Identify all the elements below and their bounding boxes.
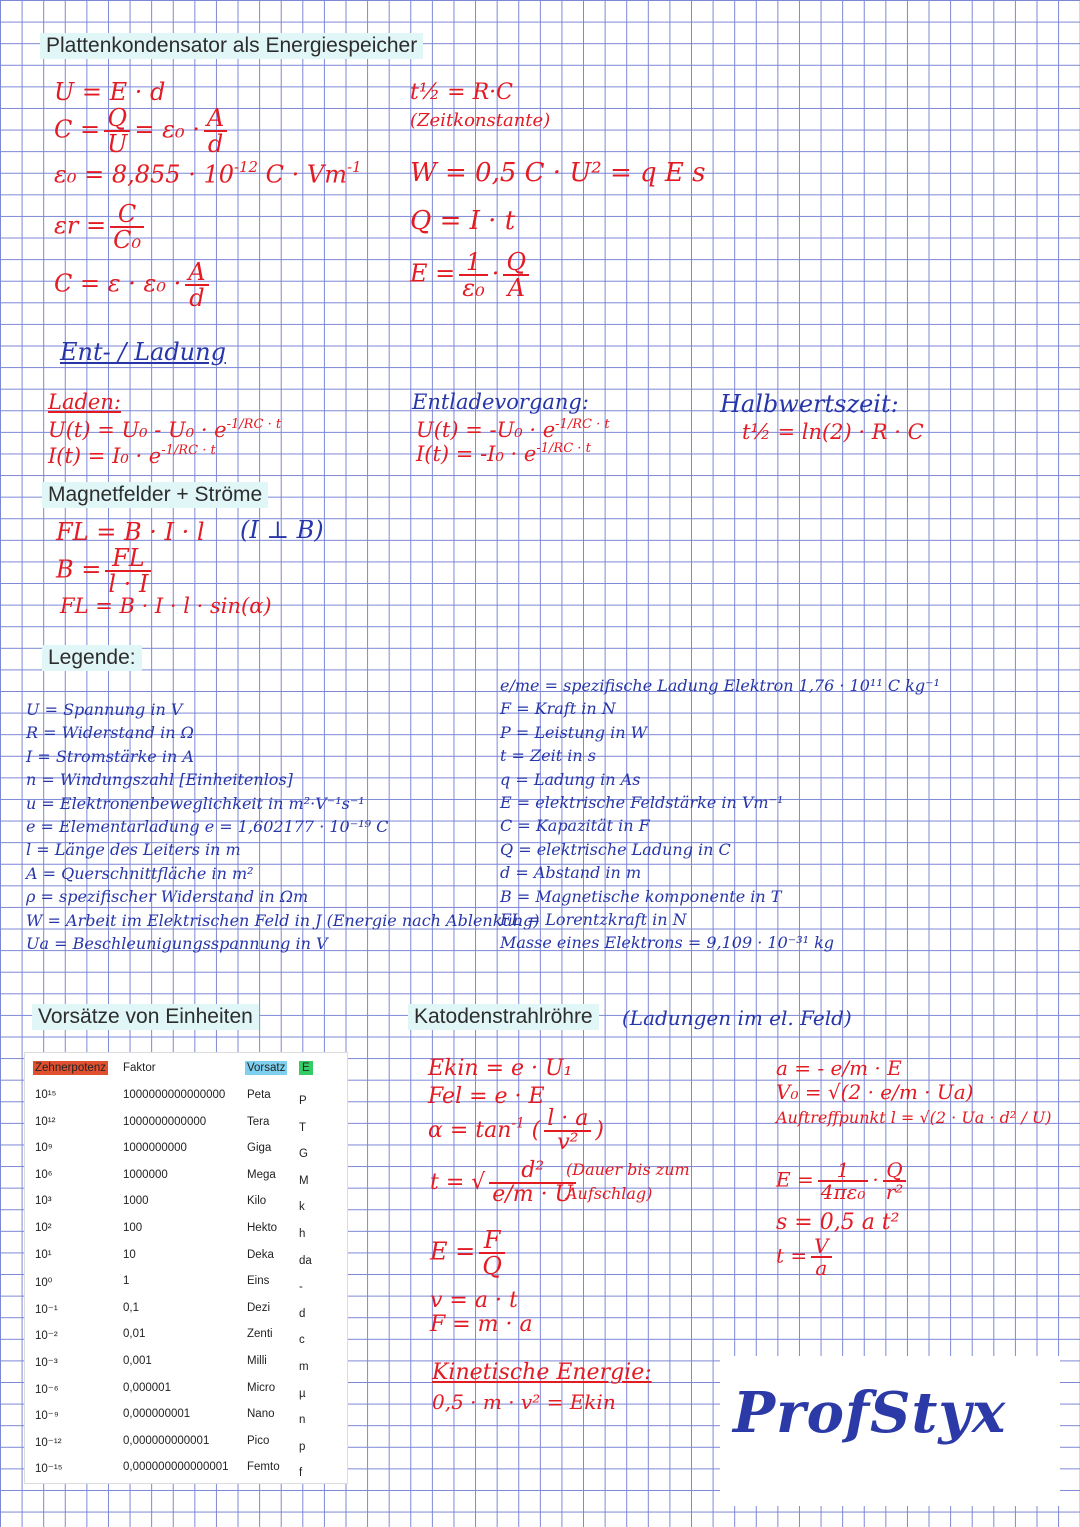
cell-factor: 1000 [123,1195,149,1208]
cell-power: 10² [35,1222,52,1234]
formula-part: · [491,259,500,288]
legend-item: E = elektrische Feldstärke in Vm⁻¹ [500,793,784,812]
cell-factor: 0,1 [123,1301,139,1314]
cell-symbol: n [299,1414,306,1427]
formula-part: = ε₀ · [134,115,200,144]
numerator: V [811,1236,831,1258]
formula-part: I(t) = I₀ · e [48,444,162,469]
formula-v0: V₀ = √(2 · e/m · Ua) [776,1080,974,1104]
cell-symbol: da [299,1254,312,1267]
cell-symbol: c [299,1334,305,1347]
legend-item: P = Leistung in W [500,722,648,742]
formula-time [776,1236,836,1278]
cell-prefix: Peta [247,1089,271,1101]
table-row [25,1108,347,1135]
fraction [104,106,130,156]
cell-power: 10¹ [35,1248,52,1261]
denominator: A [507,274,525,302]
formula-velocity: v = a · t [430,1288,518,1313]
formula-part: t = √ [430,1170,486,1195]
cell-power: 10⁻¹⁵ [35,1463,63,1476]
formula-part: I(t) = -I₀ · e [416,442,537,467]
formula-lorentz: FL = B · I · l [56,518,205,546]
cell-factor: 0,000000000000001 [123,1461,229,1474]
numerator: Q [104,106,130,132]
legend-item: Q = elektrische Ladung in C [500,839,731,859]
cell-prefix: Kilo [247,1195,267,1208]
cell-factor: 0,000001 [123,1381,171,1394]
denominator: v² [557,1130,579,1155]
cell-power: 10¹² [35,1115,56,1128]
formula-acceleration: a = - e/m · E [776,1056,902,1080]
legend-item: R = Widerstand in Ω [26,723,194,743]
formula-entladen-voltage [416,418,610,441]
table-row [25,1320,347,1347]
header-faktor: Faktor [123,1062,156,1074]
formula-distance: s = 0,5 a t² [776,1210,900,1235]
legend-item: n = Windungszahl [Einheitenlos] [26,770,293,790]
table-row [25,1453,347,1480]
formula-part: Auftreffpunkt l = [776,1108,915,1127]
formula-voltage: U = E · d [54,78,166,106]
formula-laden-voltage [48,418,281,441]
legend-item: F = Kraft in N [500,699,616,719]
formula-t-flight [430,1160,580,1206]
fraction [459,250,488,300]
exponent: -1 [346,158,362,176]
numerator: A [204,106,227,132]
cell-prefix: Femto [247,1461,280,1474]
cell-prefix: Zenti [247,1328,273,1341]
formula-part: U(t) = U₀ - U₀ · e [48,418,227,443]
title-charging: Ent- / Ladung [60,338,226,366]
cell-prefix: Mega [247,1168,276,1181]
formula-coulomb-field [776,1160,910,1202]
formula-energy: W = 0,5 C · U² = q E s [410,158,706,188]
denominator: U [107,130,128,158]
cell-power: 10³ [35,1195,52,1208]
fraction [883,1160,907,1202]
table-row [25,1400,347,1427]
unit: C · Vm [265,160,347,189]
legend-item: B = Magnetische komponente in T [500,886,782,906]
formula-part: C = [54,115,101,144]
legend-item: e/me = spezifische Ladung Elektron 1,76 · 10¹¹ C kg⁻¹ [500,676,940,695]
cell-symbol: f [299,1467,303,1480]
unit-prefix-table [24,1052,348,1484]
legend-item: Ua = Beschleunigungsspannung in V [26,934,328,953]
exponent: -1/RC · t [555,417,610,432]
cell-symbol: µ [299,1387,306,1400]
formula-capacitance [54,106,231,156]
denominator: r² [885,1180,904,1204]
header-e: E [299,1061,313,1075]
cell-factor: 0,000000001 [123,1408,191,1421]
cell-power: 10¹⁵ [35,1089,57,1101]
section-heading-plattenkondensator: Plattenkondensator als Energiespeicher [40,33,423,59]
formula-impact-point [776,1110,1052,1126]
cell-symbol: P [299,1095,307,1107]
formula-part: α = tan [428,1118,512,1143]
cell-power: 10⁹ [35,1142,53,1155]
table-row [25,1374,347,1401]
fraction [110,202,144,252]
cell-factor: 1000000 [123,1168,168,1181]
cell-symbol: p [299,1440,306,1453]
legend-item: e = Elementarladung e = 1,602177 · 10⁻¹⁹ C [26,817,389,836]
table-row [25,1081,347,1108]
legend-item: t = Zeit in s [500,746,596,766]
cell-factor: 100 [123,1222,143,1234]
numerator: Q [883,1160,907,1182]
denominator: a [815,1256,828,1280]
exponent: -1/RC · t [536,441,591,456]
formula-kinetic-energy: 0,5 · m · v² = Ekin [432,1390,616,1414]
cell-prefix: Tera [247,1115,270,1128]
numerator: l · a [544,1108,591,1132]
cell-factor: 0,01 [123,1328,146,1341]
section-heading-magnetfelder: Magnetfelder + Ströme [42,482,268,508]
formula-part: √(2 · Ua · d² / U) [919,1108,1052,1127]
cell-power: 10⁻³ [35,1357,58,1369]
legend-item: d = Abstand in m [500,863,642,883]
formula-fel: Fel = e · E [428,1084,545,1109]
section-heading-legende: Legende: [42,645,142,671]
title-kinetic-energy: Kinetische Energie: [432,1360,652,1385]
formula-time-constant: t½ = R·C [410,80,513,105]
cell-factor: 0,000000000001 [123,1434,210,1447]
formula-ekin: Ekin = e · U₁ [428,1056,573,1081]
table-header-row [25,1053,347,1080]
formula-force: F = m · a [430,1312,533,1337]
exponent: -1 [511,1115,525,1132]
cell-symbol: T [299,1121,307,1134]
numerator: 1 [818,1160,869,1182]
formula-halbwertszeit: t½ = ln(2) · R · C [742,420,924,444]
table-row [25,1187,347,1214]
numerator: 1 [459,250,488,276]
cell-prefix: Giga [247,1142,272,1155]
cell-factor: 1000000000000 [123,1115,207,1128]
brand-logo: ProfStyx [733,1380,1007,1446]
note-flight-time-2: Aufschlag) [566,1184,653,1203]
formula-part: U(t) = -U₀ · e [416,418,556,443]
fraction [818,1160,869,1202]
denominator: 4πε₀ [820,1180,866,1204]
cell-symbol: h [299,1228,306,1240]
fraction [204,106,227,156]
formula-part: ε₀ = 8,855 · 10 [54,160,234,189]
cell-prefix: Micro [247,1381,276,1394]
legend-item: q = Ladung in As [500,769,641,789]
table-row [25,1161,347,1188]
cell-factor: 1000000000000000 [123,1089,226,1101]
cell-power: 10⁰ [35,1277,53,1290]
formula-epsilon0 [54,158,362,189]
denominator: ε₀ [462,274,485,302]
note-katodenstrahlroehre: (Ladungen im el. Feld) [622,1006,852,1030]
cell-power: 10⁻² [35,1330,58,1343]
fraction [489,1160,576,1206]
legend-item: Masse eines Elektrons = 9,109 · 10⁻³¹ kg [500,933,835,953]
cell-power: 10⁻⁶ [35,1383,59,1396]
cell-prefix: Hekto [247,1222,278,1234]
cell-prefix: Pico [247,1434,270,1447]
cell-factor: 10 [123,1248,136,1261]
legend-item: u = Elektronenbeweglichkeit in m²·V⁻¹s⁻¹ [26,793,365,813]
legend-item: ρ = spezifischer Widerstand in Ωm [26,887,309,907]
table-row [25,1134,347,1161]
formula-laden-current [48,444,216,467]
cell-factor: 0,001 [123,1355,152,1367]
formula-part: E = [430,1237,476,1266]
formula-lorentz-sin: FL = B · I · l · sin(α) [60,594,272,618]
cell-prefix: Dezi [247,1301,271,1314]
cell-factor: 1 [123,1275,130,1288]
cell-prefix: Eins [247,1275,270,1288]
formula-part: C = ε · ε₀ · [54,269,182,298]
table-row [25,1214,347,1241]
formula-capacitance-plate [54,260,213,310]
numerator: C [110,202,144,228]
formula-entladen-current [416,442,591,465]
denominator: e/m · U [492,1182,574,1207]
cell-power: 10⁻⁹ [35,1410,59,1423]
cell-factor: 1000000000 [123,1142,187,1155]
formula-part: E = [776,1167,814,1192]
legend-item: U = Spannung in V [26,700,183,719]
denominator: Q [482,1252,502,1280]
denominator: C₀ [113,226,142,254]
cell-symbol: d [299,1307,306,1320]
denominator: l · I [108,570,149,598]
title-halbwertszeit: Halbwertszeit: [720,390,899,418]
legend-item: FL = Lorentzkraft in N [500,910,687,929]
cell-power: 10⁶ [35,1168,53,1181]
fraction [185,260,208,310]
formula-b-field [56,546,155,596]
table-row [25,1241,347,1268]
title-laden: Laden: [48,390,121,414]
note-time-constant: (Zeitkonstante) [410,110,551,131]
formula-e-fq [430,1228,509,1278]
numerator: F [479,1228,505,1254]
note-perpendicular: (I ⊥ B) [240,516,324,544]
formula-part: E = [410,259,456,288]
exponent: -12 [234,158,258,176]
fraction [105,546,151,596]
formula-epsilon-r [54,202,148,252]
denominator: d [189,284,205,312]
legend-item: W = Arbeit im Elektrischen Feld in J (Energie nach Ablenkung) [26,910,540,930]
formula-alpha: $\alpha = \tan^{-1}$ ( $\frac{l \cdot a}{\text{v²}}$ ) [428,1106,604,1155]
numerator: A [185,260,208,286]
formula-charge: Q = I · t [410,206,516,236]
formula-part: t = [776,1243,808,1268]
numerator: FL [105,546,151,572]
header-zehnerpotenz: Zehnerpotenz [35,1062,106,1074]
cell-symbol: k [299,1201,305,1214]
numerator: Q [503,250,529,276]
cell-prefix: Deka [247,1248,274,1261]
cell-prefix: Milli [247,1355,267,1367]
formula-part: εr = [54,211,107,240]
table-row [25,1267,347,1294]
section-heading-katodenstrahlroehre: Katodenstrahlröhre [408,1004,599,1030]
cell-power: 10⁻¹² [35,1436,62,1449]
legend-item: C = Kapazität in F [500,816,650,836]
legend-item: A = Querschnittfläche in m² [26,863,254,883]
formula-part: · [872,1167,879,1192]
section-heading-vorsaetze: Vorsätze von Einheiten [32,1004,259,1030]
fraction [811,1236,831,1278]
table-row [25,1427,347,1454]
note-flight-time-1: (Dauer bis zum [566,1160,690,1179]
cell-prefix: Nano [247,1408,275,1421]
denominator: d [207,130,224,158]
cell-power: 10⁻¹ [35,1303,58,1316]
numerator: d² [489,1160,576,1184]
fraction [503,250,529,300]
cell-symbol: M [299,1174,309,1187]
fraction [479,1228,505,1278]
fraction [544,1108,591,1154]
formula-field-strength [410,250,533,300]
formula-part: B = [56,555,102,584]
table-row [25,1347,347,1374]
header-vorsatz: Vorsatz [247,1062,286,1074]
exponent: -1/RC · t [226,417,282,432]
cell-symbol: m [299,1361,309,1373]
cell-symbol: G [299,1148,308,1161]
legend-item: l = Länge des Leiters in m [26,840,241,860]
title-entladen: Entladevorgang: [412,390,589,414]
legend-item: I = Stromstärke in A [26,746,194,766]
table-row [25,1294,347,1321]
cell-symbol: - [299,1281,303,1294]
exponent: -1/RC · t [161,443,216,458]
